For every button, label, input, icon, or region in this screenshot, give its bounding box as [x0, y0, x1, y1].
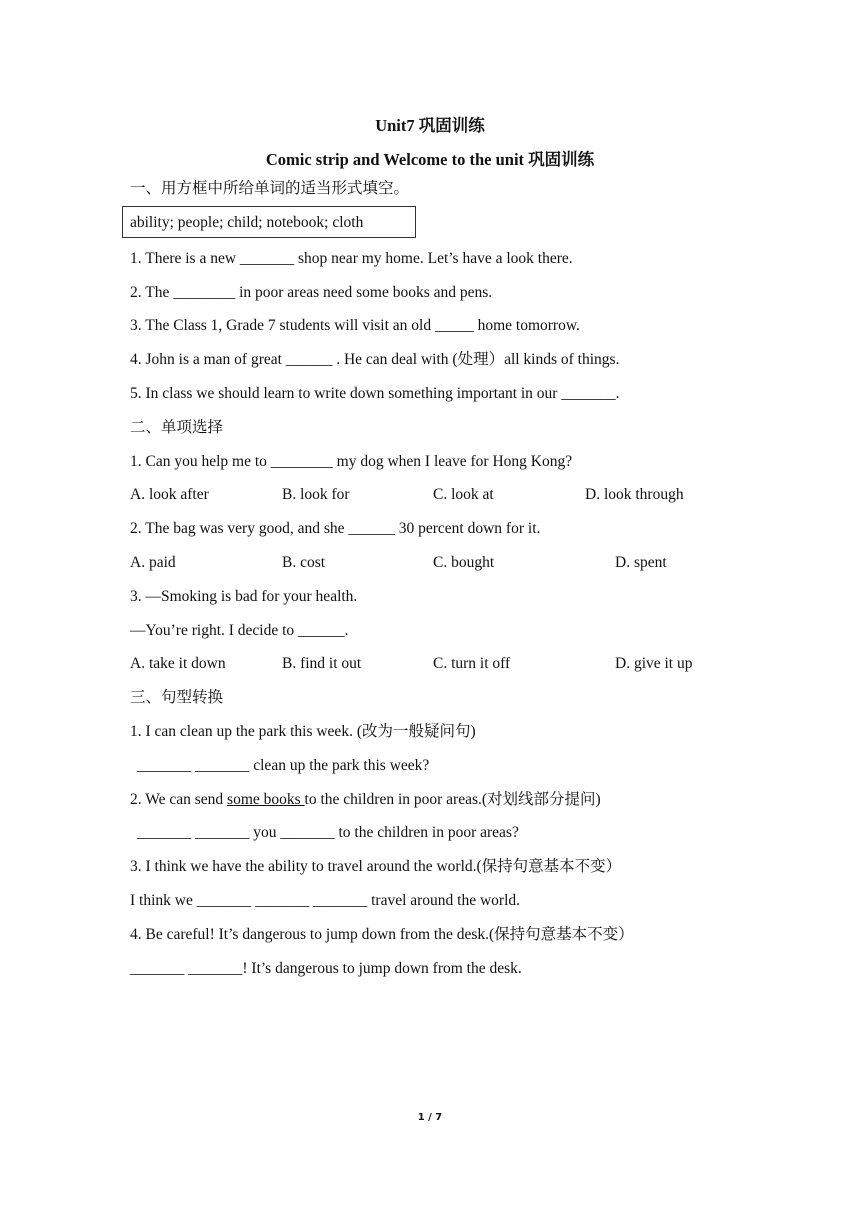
section1-item-3: 3. The Class 1, Grade 7 students will visit an old _____ home tomorrow.	[130, 317, 580, 334]
word-box	[122, 206, 416, 238]
section3-q3-answer: I think we _______ _______ _______ travel around the world.	[130, 892, 521, 909]
section3-q2-underlined: some books	[227, 791, 305, 808]
section2-q3-option-d: D. give it up	[615, 655, 693, 672]
section2-q1-option-b: B. look for	[282, 486, 350, 503]
section2-q3-stem: 3. —Smoking is bad for your health.	[130, 588, 358, 605]
section2-q2-option-c: C. bought	[433, 554, 495, 571]
section2-q2-option-d: D. spent	[615, 554, 667, 571]
word-box-text: ability; people; child; notebook; cloth	[130, 214, 364, 231]
section3-q2-prefix: 2. We can send	[130, 791, 228, 808]
section2-q2-option-b: B. cost	[282, 554, 326, 571]
section2-q1-option-c: C. look at	[433, 486, 494, 503]
section1-item-4: 4. John is a man of great ______ . He can deal with (处理）all kinds of things.	[130, 351, 620, 368]
section2-q2-option-a: A. paid	[130, 554, 176, 571]
section3-q2-text	[130, 790, 601, 810]
section2-q3-option-c: C. turn it off	[433, 655, 511, 672]
section2-q1-option-a: A. look after	[130, 486, 209, 503]
section1-item-5: 5. In class we should learn to write down something important in our _______.	[130, 385, 620, 402]
section3-q2-answer: _______ _______ you _______ to the children in poor areas?	[137, 824, 519, 841]
page-subtitle: Comic strip and Welcome to the unit 巩固训练	[265, 150, 595, 169]
section2-q3-option-b: B. find it out	[282, 655, 362, 672]
section3-q4-answer: _______ _______! It’s dangerous to jump down from the desk.	[130, 960, 522, 977]
section2-q3-option-a: A. take it down	[130, 655, 226, 672]
section3-q1-answer: _______ _______ clean up the park this week?	[137, 757, 430, 774]
section2-q1-stem: 1. Can you help me to ________ my dog when I leave for Hong Kong?	[130, 453, 573, 470]
section1-heading: 一、用方框中所给单词的适当形式填空。	[130, 180, 410, 197]
section1-item-2: 2. The ________ in poor areas need some books and pens.	[130, 284, 493, 301]
section2-q1-option-d: D. look through	[585, 486, 684, 503]
section3-heading: 三、句型转换	[130, 689, 224, 706]
section3-q3-text: 3. I think we have the ability to travel around the world.(保持句意基本不变）	[130, 858, 622, 875]
section3-q4-text: 4. Be careful! It’s dangerous to jump down from the desk.(保持句意基本不变）	[130, 926, 634, 943]
section3-q1-text: 1. I can clean up the park this week. (改为一般疑问句)	[130, 723, 476, 740]
section2-q3-stem2: —You’re right. I decide to ______.	[130, 622, 349, 639]
page-number: 1 / 7	[417, 1112, 443, 1123]
section2-heading: 二、单项选择	[130, 419, 224, 436]
section2-q2-stem: 2. The bag was very good, and she ______ 30 percent down for it.	[130, 520, 541, 537]
page-title: Unit7 巩固训练	[375, 116, 485, 135]
section1-item-1: 1. There is a new _______ shop near my home. Let’s have a look there.	[130, 250, 573, 267]
section3-q2-suffix: to the children in poor areas.(对划线部分提问)	[304, 791, 601, 808]
